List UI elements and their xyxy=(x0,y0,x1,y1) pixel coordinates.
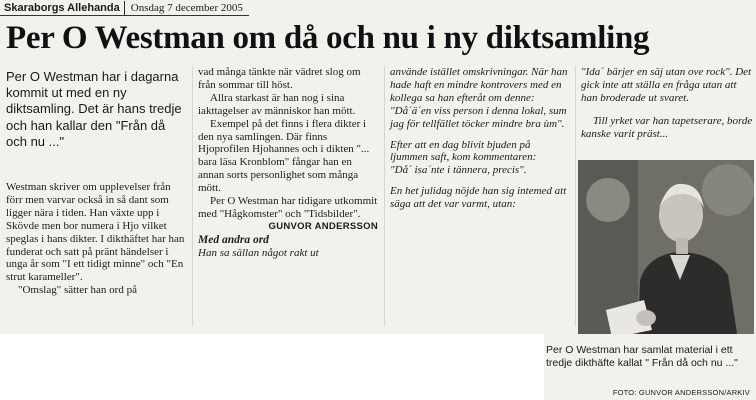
paragraph: vad många tänkte när vädret slog om från sommar till höst. xyxy=(198,66,361,91)
photo-caption: Per O Westman har samlat material i ett tredje dikthäfte kallat " Från då och nu ..." xyxy=(546,344,738,369)
paragraph: använde istället omskrivningar. När han hade haft en mindre kontrovers med en kollega sa han efteråt om denne: xyxy=(390,66,568,104)
headline: Per O Westman om då och nu i ny diktsamling xyxy=(6,20,650,56)
paragraph: Westman skriver om upplevelser från förr men varvar också in så dant som ligger nära i tiden. Han växte upp i Skövde men bor numera i Hjo vilket speglas i hans dikter. I dikthäftet har han funderat och satt på pränt händelser i unga år som "I ett tidigt minne" och "En strut karameller". xyxy=(6,181,185,284)
caption-box xyxy=(544,334,756,400)
quote: "Då´ä´en viss person i denna lokal, sum jag för tellfället töcker mindre bra ùm". xyxy=(390,104,567,130)
article-column-3 xyxy=(390,66,570,211)
byline: GUNVOR ANDERSSON xyxy=(268,220,378,232)
paragraph: Han sa sällan något rakt ut xyxy=(198,246,319,259)
paragraph: Till yrket var han tapetserare, borde kanske varit präst... xyxy=(581,114,753,140)
article-column-4 xyxy=(581,66,753,141)
paragraph: En het julidag nöjde han sig intemed att säga att det var varmt, utan: xyxy=(390,185,567,211)
article-column-2 xyxy=(198,66,378,260)
column-divider xyxy=(575,66,576,326)
quote: "Ida´ bärjer en säj utan ove rock". Det gick inte att ställa en fråga utan att han broderade ut svaret. xyxy=(581,66,752,104)
quote: "Då´ isa´nte i tännera, precis". xyxy=(390,164,527,177)
photo-credit: FOTO: GUNVOR ANDERSSON/ARKIV xyxy=(612,388,750,397)
ingress: Per O Westman har i dagarna kommit ut med en ny diktsamling. Det är hans tredje och han kallar den "Från då och nu ..." xyxy=(6,69,182,149)
publication-date: Onsdag 7 december 2005 xyxy=(124,1,249,16)
paragraph: "Omslag" sätter han ord på xyxy=(18,284,137,297)
paper-name: Skaraborgs Allehanda xyxy=(0,1,124,16)
paragraph: Efter att en dag blivit bjuden på ljummen saft, kom kommentaren: xyxy=(390,138,537,164)
masthead xyxy=(0,0,249,16)
paragraph: Exempel på det finns i flera dikter i den nya samlingen. Där finns Hjoprofilen Hjohannes och i dikten "... bara läsa Kronblom" fångar han en annan sorts personlighet som många mött. xyxy=(198,117,370,195)
column-divider xyxy=(384,66,385,326)
article-column-1 xyxy=(6,181,186,297)
portrait-photo xyxy=(578,160,754,334)
subheading: Med andra ord xyxy=(198,233,269,246)
portrait-illustration xyxy=(578,160,754,334)
paragraph: Per O Westman har tidigare utkommit med "Hågkomster" och "Tidsbilder". xyxy=(198,195,378,220)
column-divider xyxy=(192,66,193,326)
paragraph: Allra starkast är han nog i sina iakttagelser av människor han mött. xyxy=(198,91,356,117)
